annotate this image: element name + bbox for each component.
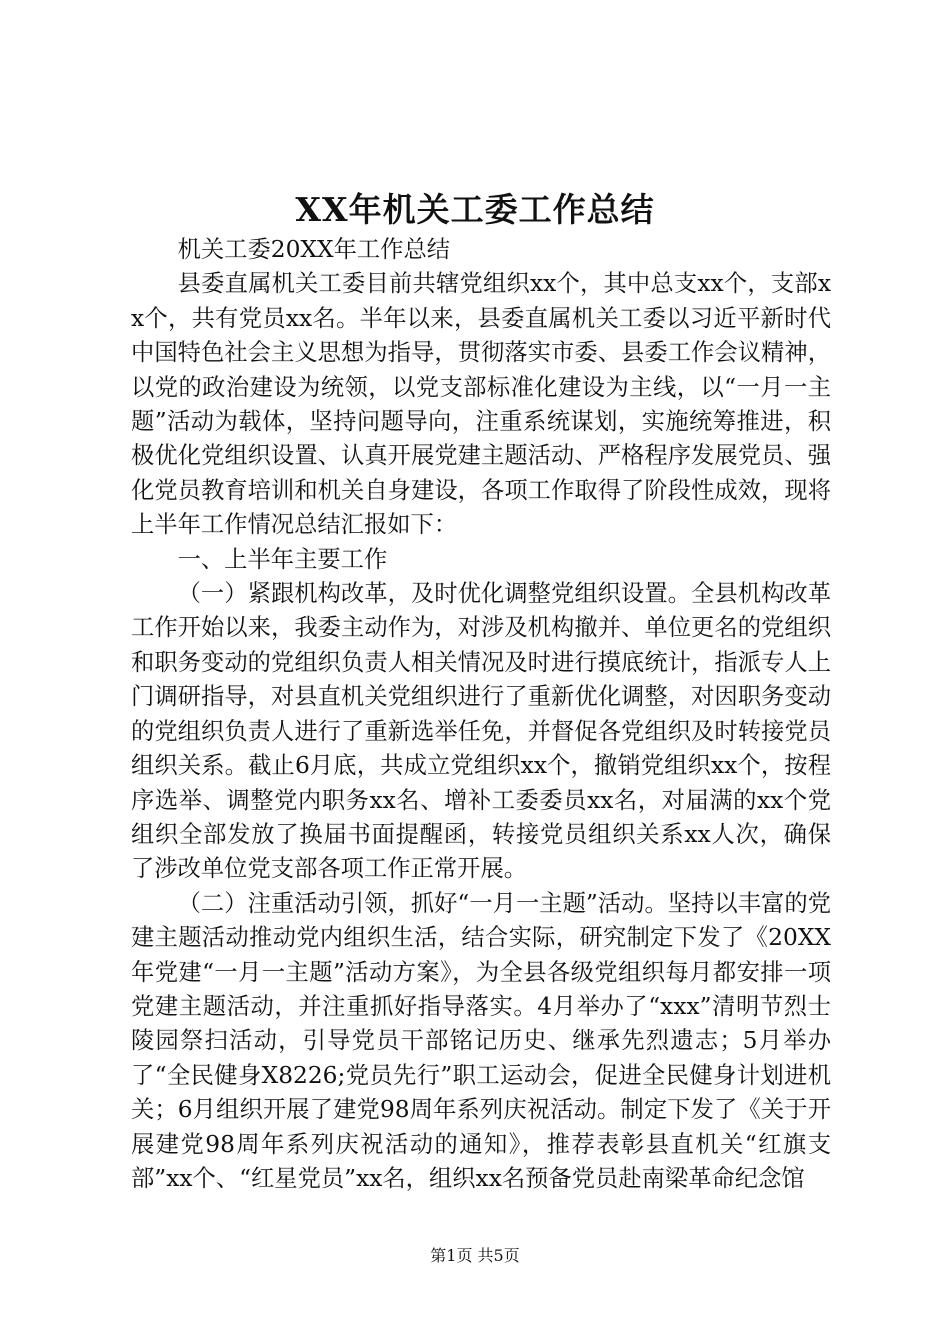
paragraph-item-1: （一）紧跟机构改革，及时优化调整党组织设置。全县机构改革工作开始以来，我委主动作为，对涉及机构撤并、单位更名的党组织和职务变动的党组织负责人相关情况及时进行摸底统计，指派专人上门调研指导，对县直机关党组织进行了重新优化调整，对因职务变动的党组织负责人进行了重新选举任免，并督促各党组织及时转接党员组织关系。截止6月底，共成立党组织xx个，撤销党组织xx个，按程序选举、调整党内职务xx名、增补工委委员xx名，对届满的xx个党组织全部发放了换届书面提醒函，转接党员组织关系xx人次，确保了涉改单位党支部各项工作正常开展。 bbox=[131, 580, 831, 883]
paragraph-intro: 县委直属机关工委目前共辖党组织xx个，其中总支xx个，支部xx个，共有党员xx名。半年以来，县委直属机关工委以习近平新时代中国特色社会主义思想为指导，贯彻落实市委、县委工作会议精神，以党的政治建设为统领，以党支部标准化建设为主线，以“一月一主题”活动为载体，坚持问题导向，注重系统谋划，实施统筹推进，积极优化党组织设置、认真开展党建主题活动、严格程序发展党员、强化党员教育培训和机关自身建设，各项工作取得了阶段性成效，现将上半年工作情况总结汇报如下： bbox=[131, 270, 831, 539]
document-body bbox=[131, 233, 831, 1196]
page-number-footer: 第1页 共5页 bbox=[430, 1246, 520, 1265]
paragraph-item-2: （二）注重活动引领，抓好“一月一主题”活动。坚持以丰富的党建主题活动推动党内组织生活，结合实际，研究制定下发了《20XX年党建“一月一主题”活动方案》，为全县各级党组织每月都安排一项党建主题活动，并注重抓好指导落实。4月举办了“xxx”清明节烈士陵园祭扫活动，引导党员干部铭记历史、继承先烈遗志；5月举办了“全民健身X8226;党员先行”职工运动会，促进全民健身计划进机关；6月组织开展了建党98周年系列庆祝活动。制定下发了《关于开展建党98周年系列庆祝活动的通知》，推荐表彰县直机关“红旗支部”xx个、“红星党员”xx名，组织xx名预备党员赴南梁革命纪念馆 bbox=[131, 889, 831, 1192]
section-heading: 一、上半年主要工作 bbox=[177, 545, 388, 573]
document-title: XX年机关工委工作总结 bbox=[295, 190, 655, 229]
paragraph-subtitle: 机关工委20XX年工作总结 bbox=[177, 236, 451, 263]
